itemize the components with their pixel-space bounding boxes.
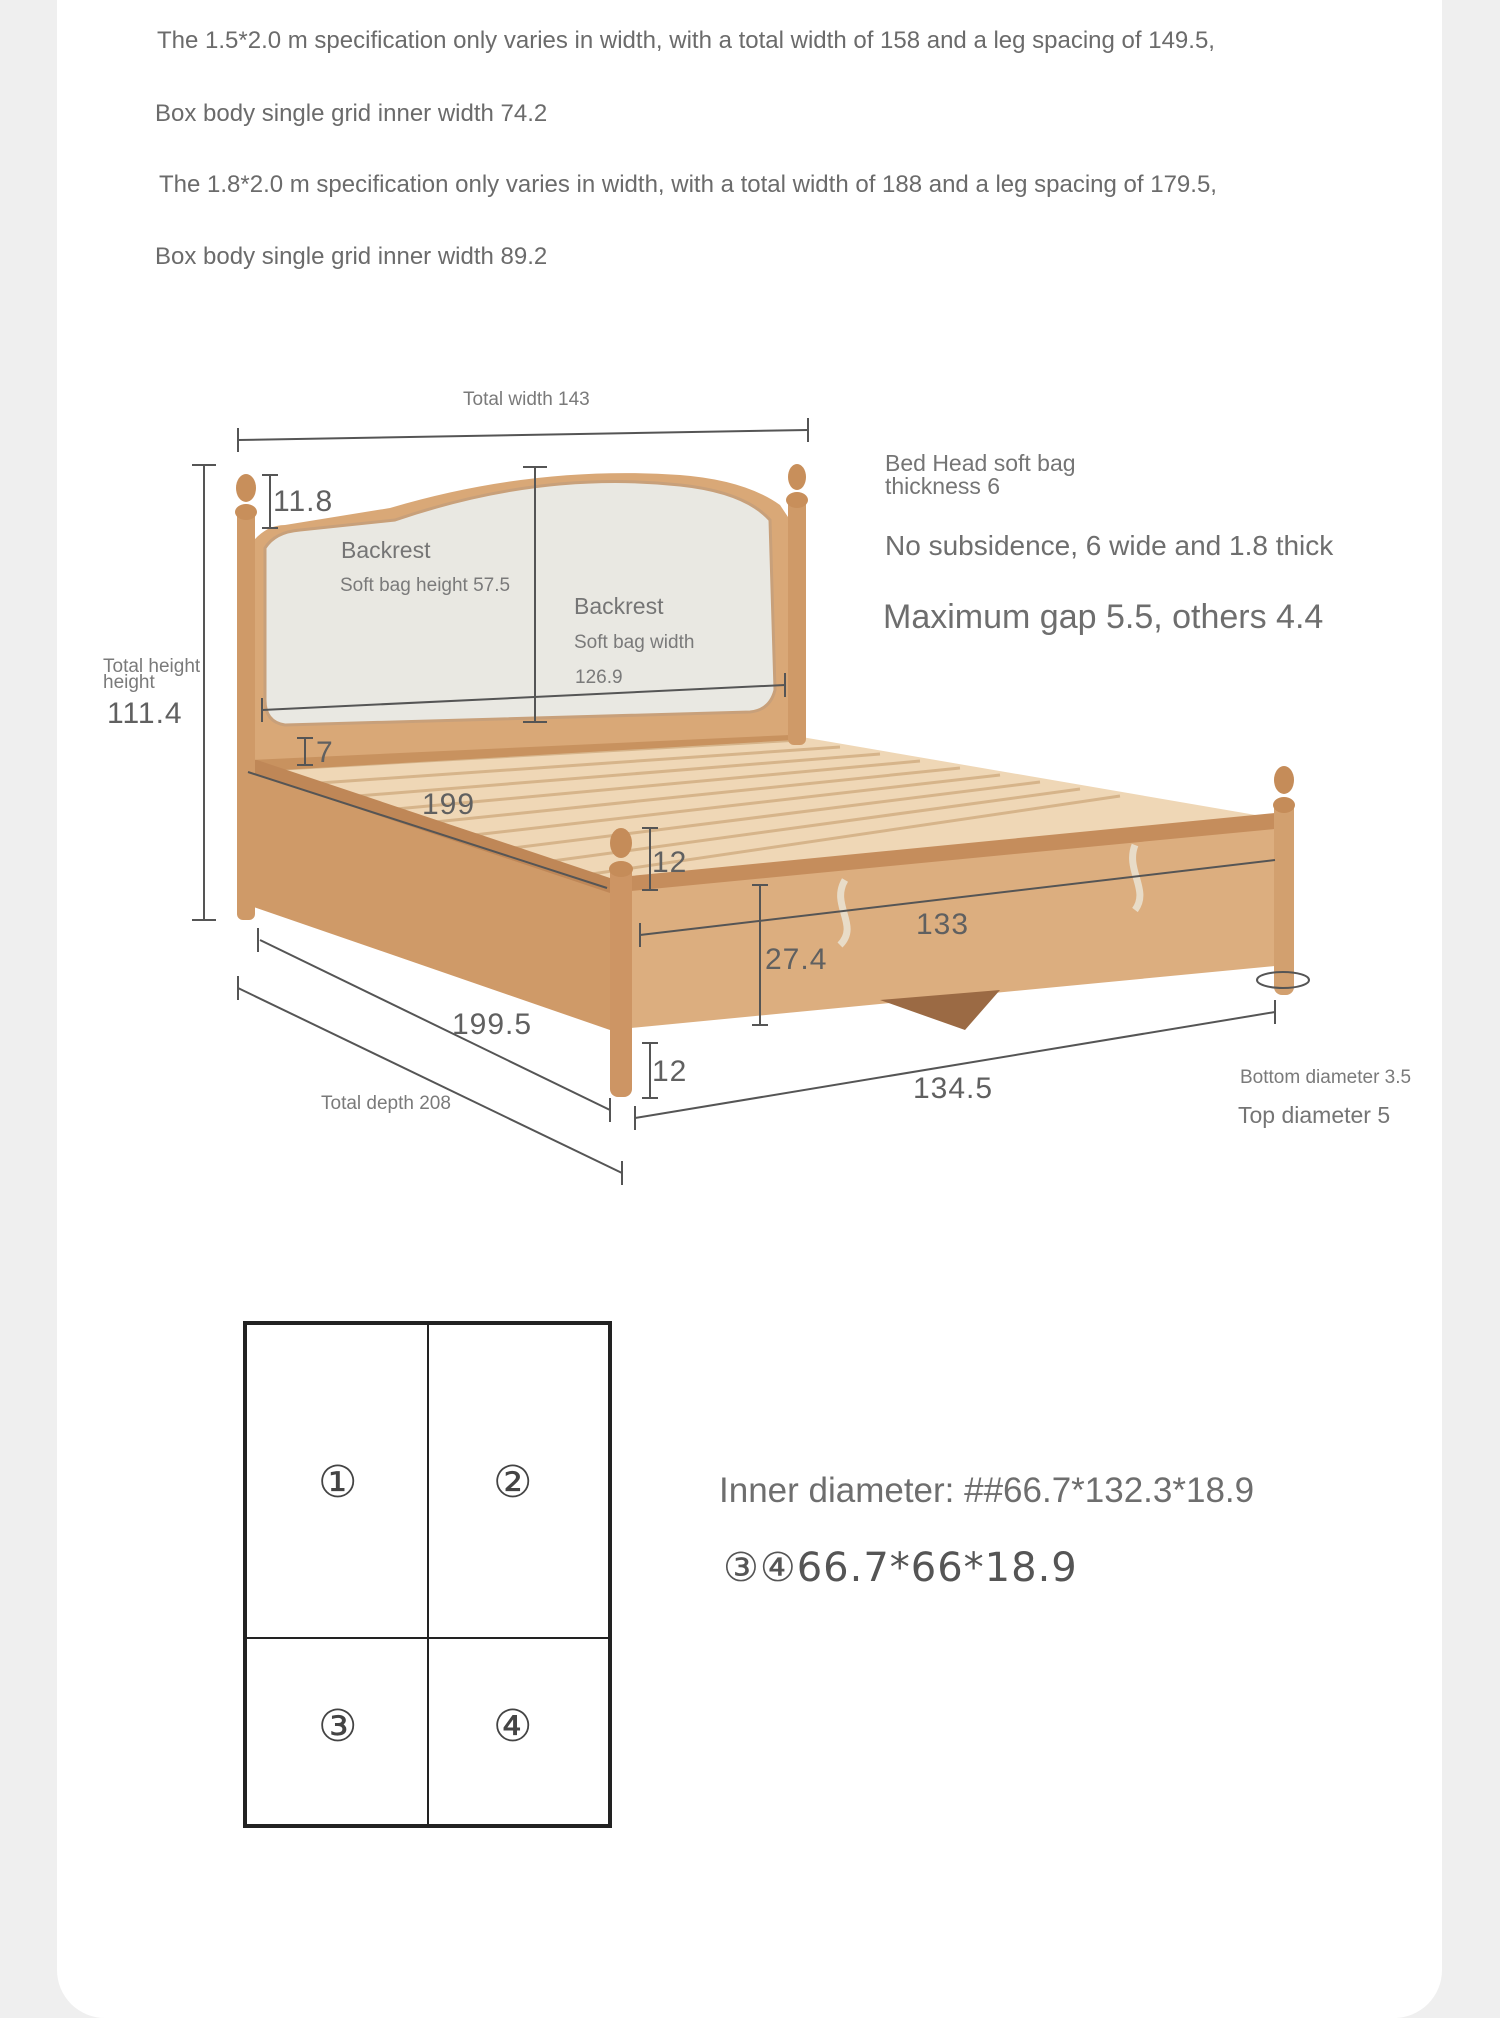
label-soft-bag-width: Soft bag width <box>574 632 695 653</box>
label-total-height: Total height <box>103 656 201 677</box>
label-inner-length: 199 <box>422 788 476 821</box>
storage-small-cells: ③④66.7*66*18.9 <box>723 1545 1078 1591</box>
label-box-height: 27.4 <box>765 943 828 976</box>
note-soft-bag-thickness: Bed Head soft bag <box>885 450 1076 476</box>
label-gap-7: 7 <box>316 736 334 769</box>
spec-line-4: Box body single grid inner width 89.2 <box>155 243 548 270</box>
note-max-gap: Maximum gap 5.5, others 4.4 <box>883 598 1324 636</box>
label-total-height-value: 111.4 <box>107 697 183 730</box>
post-front-left <box>610 865 632 1097</box>
label-depth-199-5: 199.5 <box>452 1008 533 1041</box>
label-total-height-2: height <box>103 672 155 693</box>
storage-cell-2: ② <box>493 1457 533 1508</box>
label-total-depth: Total depth 208 <box>321 1093 451 1114</box>
label-width-134-5: 134.5 <box>913 1072 994 1105</box>
storage-cell-3: ③ <box>318 1701 358 1752</box>
post-left-back <box>237 510 255 920</box>
storage-cell-4: ④ <box>493 1701 533 1752</box>
finial-front-left <box>610 828 632 858</box>
label-bottom-diameter: Bottom diameter 3.5 <box>1240 1067 1412 1088</box>
label-headboard-top: 11.8 <box>273 485 334 518</box>
finial-right-back <box>788 464 806 490</box>
label-inner-width: 133 <box>916 908 970 941</box>
post-front-right <box>1274 800 1294 995</box>
storage-inner-diameter: Inner diameter: ##66.7*132.3*18.9 <box>719 1471 1255 1510</box>
finial-left-back <box>236 474 256 502</box>
storage-cell-1: ① <box>318 1457 358 1508</box>
label-backrest-2: Backrest <box>574 593 664 619</box>
label-leg-12: 12 <box>652 1055 688 1088</box>
label-corner-12: 12 <box>652 846 688 879</box>
label-backrest-1: Backrest <box>341 537 431 563</box>
note-soft-bag-thickness-2: thickness 6 <box>885 473 1001 499</box>
label-soft-bag-height: Soft bag height 57.5 <box>340 575 511 596</box>
storage-grid <box>245 1323 610 1826</box>
spec-line-3: The 1.8*2.0 m specification only varies in width, with a total width of 188 and a leg spacing of 179.5, <box>159 171 1217 198</box>
finial-front-right <box>1274 766 1294 794</box>
label-total-width: Total width 143 <box>463 389 590 410</box>
label-top-diameter: Top diameter 5 <box>1238 1102 1391 1128</box>
note-no-subsidence: No subsidence, 6 wide and 1.8 thick <box>885 530 1334 561</box>
spec-line-2: Box body single grid inner width 74.2 <box>155 100 548 127</box>
spec-line-1: The 1.5*2.0 m specification only varies in width, with a total width of 158 and a leg spacing of 149.5, <box>157 27 1215 54</box>
label-soft-bag-width-value: 126.9 <box>575 667 623 688</box>
post-right-back <box>788 495 806 745</box>
